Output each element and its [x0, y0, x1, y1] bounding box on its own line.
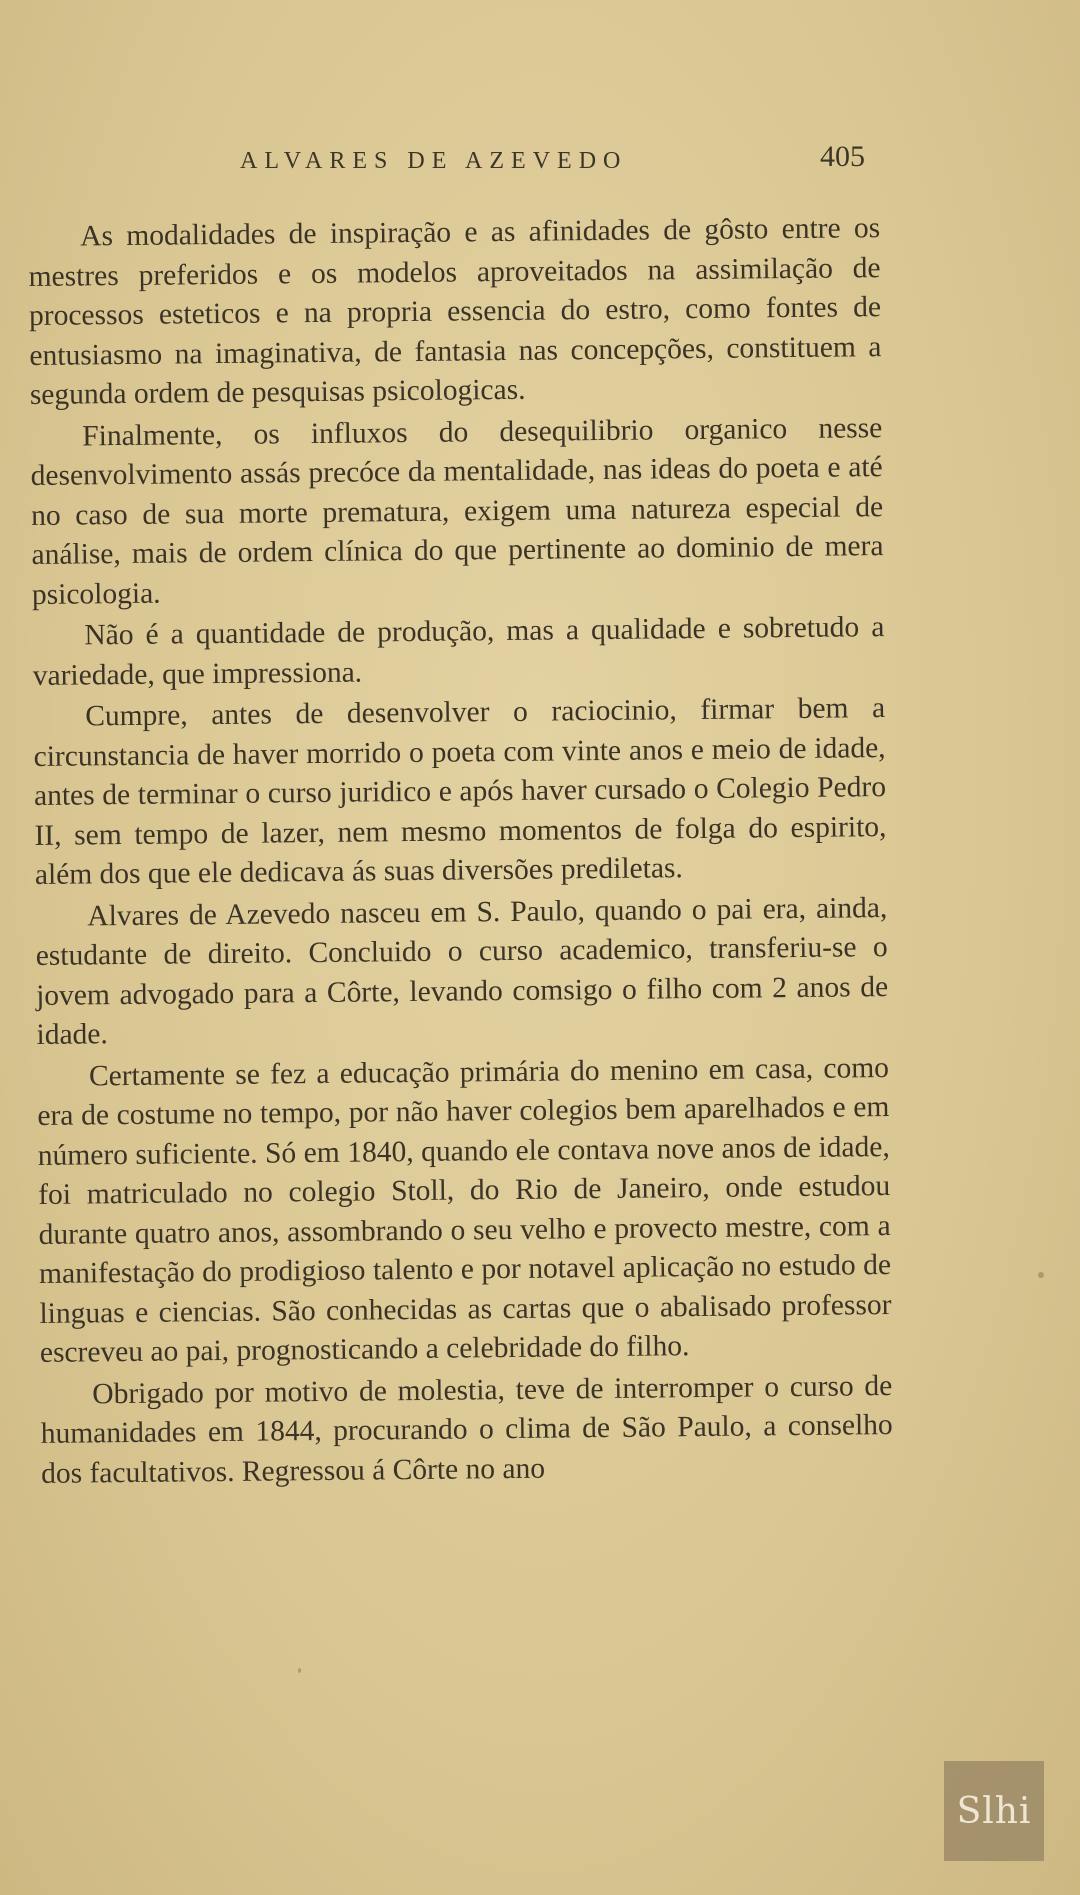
- paragraph: Finalmente, os influxos do desequilibrio organico nesse desenvolvimento assás precóce da mentalidade, nas ideas do poeta e até no caso de sua morte prematura, exigem uma natureza especial de análise, mais de ordem clínica do que pertinente ao dominio de mera psicologia.: [30, 411, 884, 611]
- library-watermark-logo: [944, 1761, 1044, 1861]
- paragraph: Certamente se fez a educação primária do menino em casa, como era de costume no tempo, por não haver colegios bem aparelhados e em número suficiente. Só em 1840, quando ele contava nove anos de idade, foi matriculado no colegio Stoll, do Rio de Janeiro, onde estudou durante quatro anos, assombrando o seu velho e provecto mestre, com a manifestação do prodigioso talento e por notavel aplicação no estudo de linguas e ciencias. São conhecidas as cartas que o abalisado professor escreveu ao pai, prognosticando a celebridade do filho.: [37, 1051, 892, 1369]
- watermark-text: Slhi: [956, 1790, 1032, 1832]
- paragraph: Alvares de Azevedo nasceu em S. Paulo, quando o pai era, ainda, estudante de direito. Concluido o curso academico, transferiu-se o jovem advogado para a Côrte, levando comsigo o filho com 2 anos de idade.: [35, 891, 889, 1051]
- body-text: [28, 209, 893, 1494]
- page-number: 405: [820, 140, 865, 173]
- paragraph: Cumpre, antes de desenvolver o raciocinio, firmar bem a circunstancia de haver morrido o poeta com vinte anos e meio de idade, antes de terminar o curso juridico e após haver cursado o Colegio Pedro II, sem tempo de lazer, nem mesmo momentos de folga do espirito, além dos que ele dedicava ás suas diversões prediletas.: [33, 692, 887, 891]
- paper-speck: [298, 1668, 301, 1673]
- paragraph: Não é a quantidade de produção, mas a qualidade e sobretudo a variedade, que impressiona.: [32, 611, 885, 692]
- paper-speck: [1038, 1272, 1044, 1278]
- paragraph: Obrigado por motivo de molestia, teve de interromper o curso de humanidades em 1844, procurando o clima de São Paulo, a conselho dos facultativos. Regressou á Côrte no ano: [40, 1369, 893, 1490]
- paragraph: As modalidades de inspiração e as afinidades de gôsto entre os mestres preferidos e os modelos aproveitados na assimilação de processos esteticos e na propria essencia do estro, como fontes de entusiasmo na imaginativa, de fantasia nas concepções, constituem a segunda ordem de pesquisas psicologicas.: [28, 212, 882, 411]
- running-title: ALVARES DE AZEVEDO: [240, 148, 628, 174]
- page-header: [240, 140, 865, 180]
